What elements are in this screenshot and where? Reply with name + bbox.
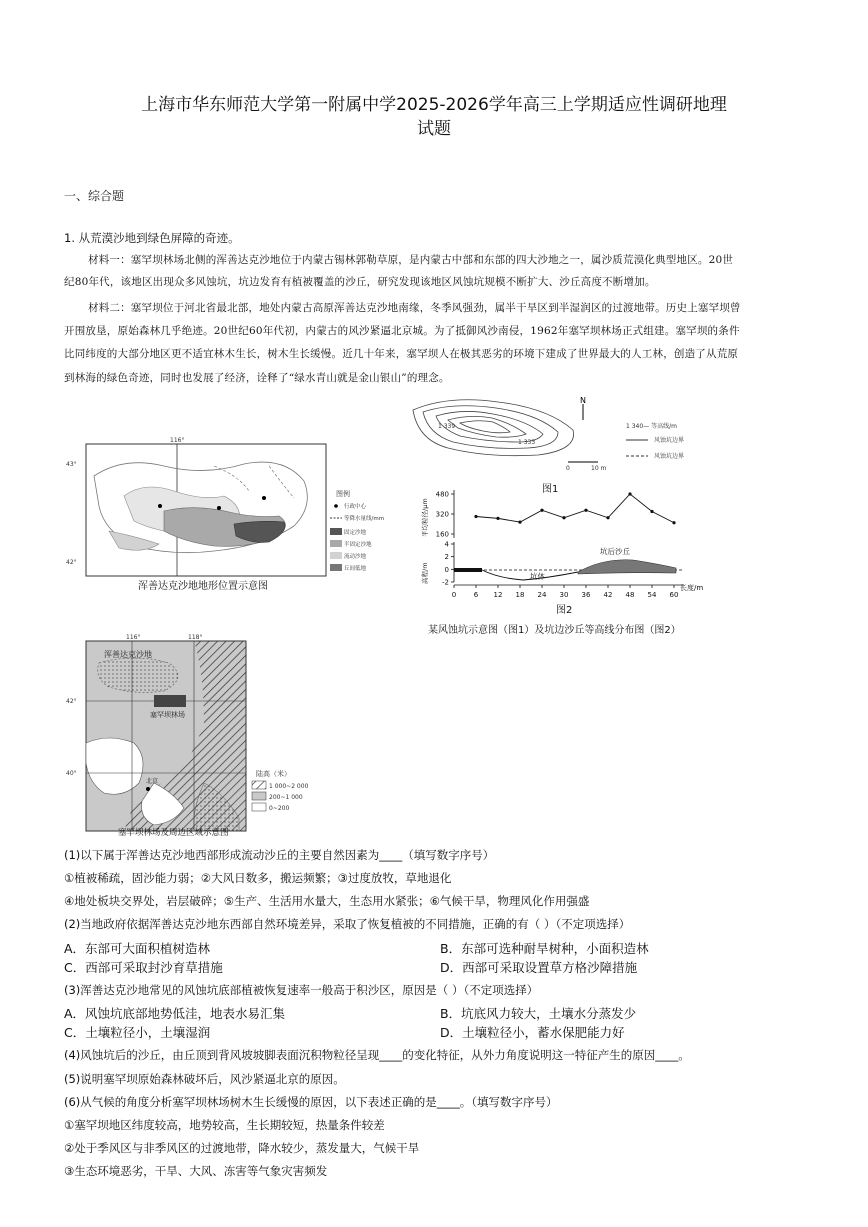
- map-hunshandake-svg: [64, 436, 394, 592]
- fig2-grain-point: [518, 521, 521, 524]
- lat-40: 40°: [66, 770, 77, 777]
- q6-option-1: ①塞罕坝地区纬度较高，地势较高，生长期较短，热量条件较差: [64, 1118, 385, 1132]
- fig2-ytick-label-top: 480: [435, 490, 449, 499]
- lon-118: 118°: [188, 634, 203, 641]
- fig2-dune: [578, 560, 676, 574]
- contour-label-2: 1 333: [518, 439, 536, 446]
- q2-option-a[interactable]: A．东部可大面积植树造林: [64, 941, 211, 956]
- question-intro: 1. 从荒漠沙地到绿色屏障的奇迹。: [64, 231, 240, 245]
- place-beijing: 北京: [146, 778, 159, 785]
- q5-stem: (5)说明塞罕坝原始森林破坏后，风沙紧逼北京的原因。: [64, 1072, 345, 1086]
- contour-label-1: 1 339: [438, 423, 456, 430]
- fig2-grain-point: [496, 517, 499, 520]
- fig2-xlabel: 长度/m: [680, 584, 704, 592]
- fig2-grain-point: [540, 509, 543, 512]
- fig2-xtick-label: 48: [625, 591, 635, 599]
- fig2-ylabel-bottom: 高程/m: [421, 562, 429, 584]
- legend-item-admin: 行政中心: [344, 504, 367, 510]
- q2-stem: (2)当地政府依据浑善达克沙地东西部自然环境差异，采取了恢复植被的不同措施，正确的有（ ）（不定项选择）: [64, 917, 631, 931]
- map-hunshandake: [64, 436, 394, 592]
- lat-label-bottom: 42°: [66, 559, 77, 566]
- legend-item-semifixed: 半固定沙地: [344, 542, 372, 548]
- fig2-grain-point: [562, 516, 565, 519]
- fig2-grain-point: [584, 509, 587, 512]
- fig2-chart: [418, 482, 728, 612]
- legend-item-fixed: 固定沙地: [344, 530, 367, 536]
- scale-left: 0: [566, 465, 570, 472]
- fig2-caption: 图2: [556, 605, 573, 616]
- q3-option-d[interactable]: D．土壤粒径小，蓄水保肥能力好: [440, 1025, 625, 1040]
- material2-line1: 材料二：塞罕坝位于河北省最北部，地处内蒙古高原浑善达克沙地南缘，冬季风强劲，属半干旱区到半湿润区的过渡地带。历史上塞罕坝曾: [88, 302, 741, 314]
- place-saihanba: 塞罕坝林场: [150, 711, 185, 719]
- fig2-grain-line: [476, 494, 674, 523]
- place-sandland: 浑善达克沙地: [104, 650, 152, 659]
- fig1-legend-boundary2: 风蚀坑边界: [654, 453, 685, 460]
- q6-option-2: ②处于季风区与非季风区的过渡地带，降水较少，蒸发量大，气候干旱: [64, 1141, 420, 1155]
- fig2-ytick-label-bottom: 4: [444, 540, 449, 549]
- scale-right: 10 m: [591, 465, 607, 472]
- fig2-xtick-label: 6: [473, 591, 479, 599]
- q3-stem: (3)浑善达克沙地常见的风蚀坑底部植被恢复速率一般高于积沙区，原因是（ ）（不定项选择）: [64, 983, 539, 997]
- section-heading: 一、综合题: [64, 189, 125, 203]
- fig2-xtick-label: 54: [647, 591, 657, 599]
- legend-item-isohyet: 等降水量线/mm: [344, 516, 385, 522]
- legend-item-mobile: 流动沙地: [344, 554, 367, 560]
- material2-line2: 开围放垦，原始森林几乎绝迹。20世纪60年代初，内蒙古的风沙紧逼北京城。为了抵御风沙南侵，1962年塞罕坝林场正式组建。塞罕坝的条件: [64, 325, 740, 337]
- legend-item-lowland: 丘间低地: [344, 566, 367, 572]
- fig2-ytick-label-top: 320: [435, 510, 449, 519]
- lat-42: 42°: [66, 698, 77, 705]
- map3-legend-high: 1 000~2 000: [269, 783, 309, 790]
- fig2-xtick-label: 30: [559, 591, 569, 599]
- material2-line4: 到林海的绿色奇迹，同时也发展了经济，诠释了“绿水青山就是金山银山”的理念。: [64, 372, 450, 384]
- material2-line3: 比同纬度的大部分地区更不适宜林木生长，树木生长缓慢。近几十年来，塞罕坝人在极其恶劣的环境下建成了世界最大的人工林，创造了从荒原: [64, 348, 739, 360]
- fig2-ytick-label-top: 160: [435, 530, 449, 539]
- fig2-xtick-label: 42: [603, 591, 613, 599]
- fig2-grain-point: [628, 492, 631, 495]
- fig2-xtick-label: 60: [669, 591, 679, 599]
- q3-option-c[interactable]: C．土壤粒径小，土壤湿润: [64, 1025, 211, 1040]
- fig2-terrain-left: [454, 568, 482, 572]
- north-arrow: N: [580, 396, 586, 405]
- map3-caption: 塞罕坝林场及周边区域示意图: [118, 828, 229, 838]
- fig2-xtick-label: 12: [493, 591, 503, 599]
- lon-116: 116°: [126, 634, 141, 641]
- fig1-legend-boundary1: 风蚀坑边界: [654, 437, 685, 444]
- fig1-svg: [408, 390, 728, 490]
- q3-option-b[interactable]: B．坑底风力较大，土壤水分蒸发少: [440, 1006, 637, 1021]
- legend-title: 图例: [336, 490, 350, 498]
- material1-line1: 材料一：塞罕坝林场北侧的浑善达克沙地位于内蒙古锡林郭勒草原，是内蒙古中部和东部的四大沙地之一，属沙质荒漠化典型地区。20世: [88, 254, 734, 266]
- fig1-legend-contour: 1 340— 等高线/m: [626, 423, 677, 430]
- q6-stem: (6)从气候的角度分析塞罕坝林场树木生长缓慢的原因，以下表述正确的是____。（填写数字序号）: [64, 1095, 558, 1109]
- map-saihanba: [64, 633, 354, 838]
- fig2-grain-point: [474, 515, 477, 518]
- fig1-pit-contours: [408, 390, 728, 490]
- q1-stem: (1)以下属于浑善达克沙地西部形成流动沙丘的主要自然因素为____（填写数字序号）: [64, 848, 495, 862]
- fig2-grain-point: [650, 510, 653, 513]
- lat-label-top: 43°: [66, 461, 77, 468]
- fig2-xtick-label: 0: [451, 591, 457, 599]
- q4-stem: (4)风蚀坑后的沙丘，由丘顶到背风坡坡脚表面沉积物粒径呈现____的变化特征，从外力角度说明这一特征产生的原因____。: [64, 1048, 690, 1062]
- fig2-xtick-label: 18: [515, 591, 525, 599]
- page-title: 上海市华东师范大学第一附属中学2025-2026学年高三上学期适应性调研地理: [141, 95, 727, 115]
- map-saihanba-svg: [64, 633, 354, 838]
- q1-options-line2: ④地处板块交界处，岩层破碎；⑤生产、生活用水量大，生态用水紧张；⑥气候干旱，物理风化作用强盛: [64, 894, 590, 908]
- fig2-ytick-label-bottom: 0: [444, 565, 449, 574]
- fig2-grain-point: [672, 521, 675, 524]
- q3-option-a[interactable]: A．风蚀坑底部地势低洼，地表水易汇集: [64, 1006, 286, 1021]
- fig2-label-pit: 坑体: [530, 572, 545, 581]
- map1-caption: 浑善达克沙地地形位置示意图: [138, 581, 268, 592]
- q2-option-d[interactable]: D．西部可采取设置草方格沙障措施: [440, 960, 638, 975]
- fig1-caption: 图1: [542, 484, 559, 495]
- fig2-xtick-label: 24: [537, 591, 547, 599]
- fig2-ylabel-top: 平均粒径/μm: [421, 498, 429, 537]
- fig2-svg: [418, 482, 728, 612]
- fig12-caption: 某风蚀坑示意图（图1）及坑边沙丘等高线分布图（图2）: [428, 625, 681, 636]
- q2-option-c[interactable]: C．西部可采取封沙育草措施: [64, 960, 223, 975]
- page-title-line2: 试题: [417, 119, 451, 139]
- material1-line2: 纪80年代，该地区出现众多风蚀坑，坑边发育有植被覆盖的沙丘，研究发现该地区风蚀坑规模不断扩大、沙丘高度不断增加。: [64, 276, 656, 288]
- fig2-grain-point: [606, 516, 609, 519]
- lon-label: 116°: [170, 437, 185, 444]
- fig2-ytick-label-bottom: -2: [442, 578, 449, 587]
- q1-options-line1: ①植被稀疏，固沙能力弱；②大风日数多，搬运频繁；③过度放牧，草地退化: [64, 871, 452, 885]
- fig2-xtick-label: 36: [581, 591, 591, 599]
- q2-option-b[interactable]: B．东部可选种耐旱树种，小面积造林: [440, 941, 649, 956]
- q6-option-3: ③生态环境恶劣，干旱、大风、冻害等气象灾害频发: [64, 1164, 328, 1178]
- fig2-ytick-label-bottom: 2: [444, 553, 449, 562]
- map3-legend-mid: 200~1 000: [269, 794, 303, 801]
- fig2-label-dune: 坑后沙丘: [600, 547, 630, 556]
- map3-legend-low: 0~200: [269, 805, 290, 812]
- map3-legend-title: 陆高（米）: [256, 770, 291, 778]
